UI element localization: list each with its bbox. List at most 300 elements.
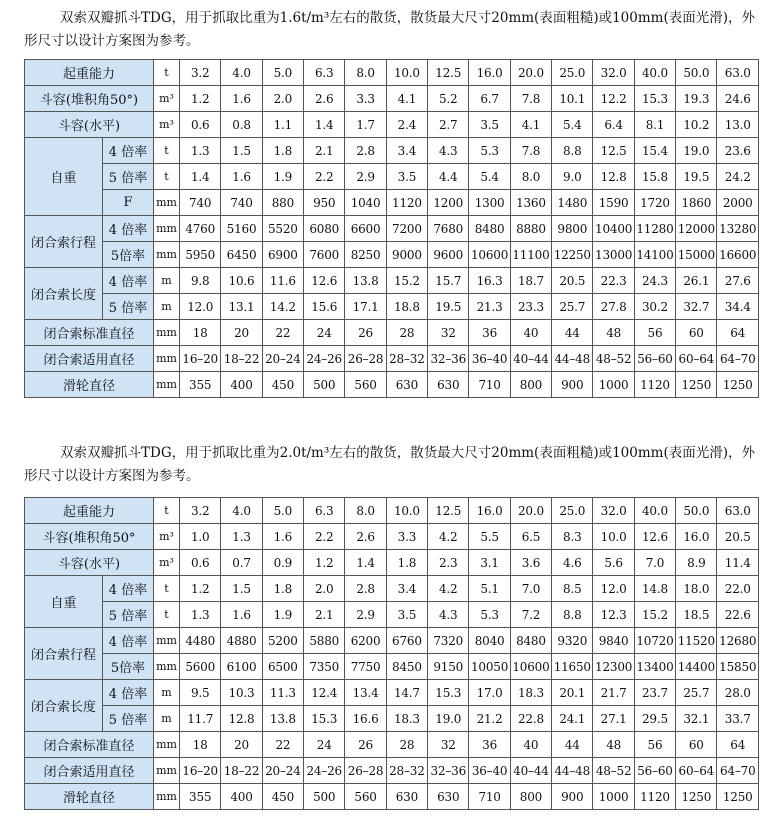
row-sub-label: 4 倍率 — [103, 138, 154, 164]
value-cell: 50.0 — [676, 60, 717, 86]
value-cell: 24 — [304, 732, 345, 758]
value-cell: 15.7 — [428, 268, 469, 294]
value-cell: 16.0 — [676, 524, 717, 550]
value-cell: 3.6 — [510, 550, 551, 576]
value-cell: 16–20 — [180, 346, 221, 372]
value-cell: 19.5 — [676, 164, 717, 190]
value-cell: 4760 — [180, 216, 221, 242]
value-cell: 27.1 — [593, 706, 634, 732]
row-label: 闭合索适用直径 — [25, 758, 154, 784]
table-row — [25, 524, 759, 550]
value-cell: 1.6 — [221, 164, 262, 190]
value-cell: 21.7 — [593, 680, 634, 706]
value-cell: 12.6 — [304, 268, 345, 294]
value-cell: 40–44 — [510, 346, 551, 372]
value-cell: 18.3 — [510, 680, 551, 706]
value-cell: 9320 — [552, 628, 593, 654]
value-cell: 950 — [304, 190, 345, 216]
value-cell: 32.0 — [593, 60, 634, 86]
value-cell: 23.3 — [510, 294, 551, 320]
value-cell: 40 — [510, 320, 551, 346]
value-cell: 450 — [262, 784, 303, 810]
value-cell: 5.0 — [262, 498, 303, 524]
table-row — [25, 60, 759, 86]
value-cell: 8040 — [469, 628, 510, 654]
value-cell: 10.2 — [676, 112, 717, 138]
value-cell: 9.0 — [552, 164, 593, 190]
value-cell: 2.0 — [304, 576, 345, 602]
value-cell: 25.7 — [552, 294, 593, 320]
value-cell: 5.0 — [262, 60, 303, 86]
value-cell: 16.0 — [469, 498, 510, 524]
value-cell: 10600 — [469, 242, 510, 268]
value-cell: 63.0 — [717, 498, 759, 524]
value-cell: 64–70 — [717, 758, 759, 784]
value-cell: 18.7 — [510, 268, 551, 294]
value-cell: 33.7 — [717, 706, 759, 732]
value-cell: 4.3 — [428, 138, 469, 164]
value-cell: 5.3 — [469, 602, 510, 628]
value-cell: 8.5 — [552, 576, 593, 602]
unit-cell: mm — [154, 346, 180, 372]
value-cell: 6900 — [262, 242, 303, 268]
value-cell: 5.3 — [469, 138, 510, 164]
value-cell: 355 — [180, 784, 221, 810]
table-row — [25, 346, 759, 372]
value-cell: 24–26 — [304, 758, 345, 784]
table-row — [25, 138, 759, 164]
value-cell: 15.3 — [304, 706, 345, 732]
value-cell: 6.3 — [304, 60, 345, 86]
value-cell: 16.0 — [469, 60, 510, 86]
row-sub-label: F — [103, 190, 154, 216]
row-label: 斗容(堆积角50°) — [25, 86, 154, 112]
table-row — [25, 784, 759, 810]
value-cell: 40.0 — [634, 60, 675, 86]
value-cell: 1300 — [469, 190, 510, 216]
value-cell: 3.5 — [386, 164, 427, 190]
value-cell: 1.1 — [262, 112, 303, 138]
value-cell: 11520 — [676, 628, 717, 654]
value-cell: 1200 — [428, 190, 469, 216]
table-row — [25, 86, 759, 112]
value-cell: 19.5 — [428, 294, 469, 320]
value-cell: 6080 — [304, 216, 345, 242]
value-cell: 4.1 — [386, 86, 427, 112]
value-cell: 2.8 — [345, 138, 386, 164]
unit-cell: t — [154, 164, 180, 190]
value-cell: 1250 — [676, 784, 717, 810]
value-cell: 1.8 — [262, 576, 303, 602]
value-cell: 630 — [386, 372, 427, 398]
value-cell: 13280 — [717, 216, 759, 242]
value-cell: 4.1 — [510, 112, 551, 138]
value-cell: 48 — [593, 320, 634, 346]
table-row — [25, 216, 759, 242]
value-cell: 500 — [304, 784, 345, 810]
value-cell: 4880 — [221, 628, 262, 654]
value-cell: 2.6 — [345, 524, 386, 550]
table-row — [25, 190, 759, 216]
value-cell: 26.1 — [676, 268, 717, 294]
row-label: 斗容(水平) — [25, 550, 154, 576]
value-cell: 60 — [676, 732, 717, 758]
value-cell: 4.6 — [552, 550, 593, 576]
value-cell: 15.4 — [634, 138, 675, 164]
row-label: 闭合索标准直径 — [25, 320, 154, 346]
row-sub-label: 4 倍率 — [103, 680, 154, 706]
value-cell: 0.6 — [180, 550, 221, 576]
table-row — [25, 680, 759, 706]
value-cell: 13.8 — [345, 268, 386, 294]
value-cell: 34.4 — [717, 294, 759, 320]
value-cell: 1360 — [510, 190, 551, 216]
value-cell: 15.6 — [304, 294, 345, 320]
value-cell: 880 — [262, 190, 303, 216]
value-cell: 20.0 — [510, 60, 551, 86]
value-cell: 28–32 — [386, 346, 427, 372]
value-cell: 44–48 — [552, 758, 593, 784]
unit-cell: mm — [154, 242, 180, 268]
value-cell: 10050 — [469, 654, 510, 680]
unit-cell: mm — [154, 190, 180, 216]
row-group-label: 闭合索长度 — [25, 268, 103, 320]
value-cell: 740 — [221, 190, 262, 216]
value-cell: 32 — [428, 732, 469, 758]
value-cell: 32.1 — [676, 706, 717, 732]
value-cell: 1.6 — [221, 86, 262, 112]
value-cell: 3.3 — [345, 86, 386, 112]
row-group-label: 闭合索长度 — [25, 680, 103, 732]
value-cell: 800 — [510, 372, 551, 398]
value-cell: 32.7 — [676, 294, 717, 320]
value-cell: 15.2 — [386, 268, 427, 294]
value-cell: 44 — [552, 732, 593, 758]
value-cell: 12.6 — [634, 524, 675, 550]
value-cell: 18 — [180, 732, 221, 758]
unit-cell: mm — [154, 758, 180, 784]
unit-cell: mm — [154, 372, 180, 398]
unit-cell: t — [154, 498, 180, 524]
value-cell: 25.7 — [676, 680, 717, 706]
value-cell: 28 — [386, 732, 427, 758]
value-cell: 2.9 — [345, 602, 386, 628]
value-cell: 3.3 — [386, 524, 427, 550]
row-sub-label: 4 倍率 — [103, 576, 154, 602]
value-cell: 29.5 — [634, 706, 675, 732]
value-cell: 8.0 — [345, 60, 386, 86]
value-cell: 3.5 — [469, 112, 510, 138]
value-cell: 1.8 — [386, 550, 427, 576]
value-cell: 9000 — [386, 242, 427, 268]
value-cell: 2.2 — [304, 164, 345, 190]
value-cell: 64 — [717, 320, 759, 346]
unit-cell: mm — [154, 732, 180, 758]
row-label: 闭合索标准直径 — [25, 732, 154, 758]
value-cell: 6450 — [221, 242, 262, 268]
value-cell: 1.0 — [180, 524, 221, 550]
value-cell: 63.0 — [717, 60, 759, 86]
value-cell: 56–60 — [634, 346, 675, 372]
value-cell: 2.3 — [428, 550, 469, 576]
row-sub-label: 4 倍率 — [103, 628, 154, 654]
value-cell: 3.2 — [180, 498, 221, 524]
value-cell: 28 — [386, 320, 427, 346]
value-cell: 6100 — [221, 654, 262, 680]
value-cell: 14.7 — [386, 680, 427, 706]
value-cell: 28.0 — [717, 680, 759, 706]
value-cell: 24.6 — [717, 86, 759, 112]
value-cell: 1.8 — [262, 138, 303, 164]
table-row — [25, 654, 759, 680]
value-cell: 13.4 — [345, 680, 386, 706]
unit-cell: t — [154, 138, 180, 164]
row-group-label: 自重 — [25, 576, 103, 628]
value-cell: 1.4 — [304, 112, 345, 138]
value-cell: 12.5 — [428, 60, 469, 86]
value-cell: 19.3 — [676, 86, 717, 112]
intro-text-2: 双索双瓣抓斗TDG，用于抓取比重为2.0t/m³左右的散货，散货最大尺寸20mm(表面粗糙)或100mm(表面光滑)，外形尺寸以设计方案图为参考。 — [24, 445, 755, 484]
value-cell: 20 — [221, 732, 262, 758]
value-cell: 5.6 — [593, 550, 634, 576]
value-cell: 8480 — [510, 628, 551, 654]
value-cell: 14400 — [676, 654, 717, 680]
value-cell: 20–24 — [262, 758, 303, 784]
table-row — [25, 628, 759, 654]
row-label: 起重能力 — [25, 498, 154, 524]
value-cell: 1000 — [593, 784, 634, 810]
value-cell: 17.0 — [469, 680, 510, 706]
value-cell: 0.6 — [180, 112, 221, 138]
table-row — [25, 164, 759, 190]
value-cell: 14.2 — [262, 294, 303, 320]
unit-cell: mm — [154, 654, 180, 680]
value-cell: 12.3 — [593, 602, 634, 628]
value-cell: 9.5 — [180, 680, 221, 706]
value-cell: 8.1 — [634, 112, 675, 138]
value-cell: 11650 — [552, 654, 593, 680]
value-cell: 15.2 — [634, 602, 675, 628]
value-cell: 44 — [552, 320, 593, 346]
value-cell: 18–22 — [221, 758, 262, 784]
value-cell: 60 — [676, 320, 717, 346]
value-cell: 1.9 — [262, 602, 303, 628]
value-cell: 27.6 — [717, 268, 759, 294]
value-cell: 5.5 — [469, 524, 510, 550]
value-cell: 1590 — [593, 190, 634, 216]
value-cell: 36 — [469, 320, 510, 346]
row-sub-label: 4 倍率 — [103, 216, 154, 242]
value-cell: 1.5 — [221, 138, 262, 164]
value-cell: 15.3 — [634, 86, 675, 112]
row-sub-label: 5 倍率 — [103, 164, 154, 190]
value-cell: 20 — [221, 320, 262, 346]
value-cell: 12.0 — [180, 294, 221, 320]
value-cell: 16.6 — [345, 706, 386, 732]
value-cell: 13.8 — [262, 706, 303, 732]
value-cell: 3.1 — [469, 550, 510, 576]
value-cell: 2.4 — [386, 112, 427, 138]
value-cell: 26 — [345, 320, 386, 346]
value-cell: 8.8 — [552, 602, 593, 628]
value-cell: 22 — [262, 732, 303, 758]
value-cell: 11.3 — [262, 680, 303, 706]
value-cell: 10400 — [593, 216, 634, 242]
value-cell: 5950 — [180, 242, 221, 268]
value-cell: 36–40 — [469, 758, 510, 784]
value-cell: 4.0 — [221, 498, 262, 524]
value-cell: 18.5 — [676, 602, 717, 628]
value-cell: 7320 — [428, 628, 469, 654]
value-cell: 1860 — [676, 190, 717, 216]
value-cell: 7.8 — [510, 86, 551, 112]
value-cell: 0.8 — [221, 112, 262, 138]
value-cell: 48–52 — [593, 758, 634, 784]
value-cell: 1.3 — [180, 138, 221, 164]
value-cell: 9600 — [428, 242, 469, 268]
value-cell: 1.6 — [221, 602, 262, 628]
value-cell: 7200 — [386, 216, 427, 242]
value-cell: 14.8 — [634, 576, 675, 602]
unit-cell: mm — [154, 628, 180, 654]
value-cell: 0.7 — [221, 550, 262, 576]
value-cell: 12250 — [552, 242, 593, 268]
row-sub-label: 5倍率 — [103, 654, 154, 680]
value-cell: 32.0 — [593, 498, 634, 524]
value-cell: 48 — [593, 732, 634, 758]
value-cell: 5.2 — [428, 86, 469, 112]
value-cell: 60–64 — [676, 758, 717, 784]
value-cell: 1.4 — [345, 550, 386, 576]
value-cell: 8.8 — [552, 138, 593, 164]
value-cell: 3.5 — [386, 602, 427, 628]
value-cell: 1.7 — [345, 112, 386, 138]
value-cell: 26–28 — [345, 758, 386, 784]
value-cell: 12.0 — [593, 576, 634, 602]
value-cell: 1120 — [386, 190, 427, 216]
table-row — [25, 320, 759, 346]
table-row — [25, 242, 759, 268]
value-cell: 900 — [552, 372, 593, 398]
value-cell: 3.4 — [386, 576, 427, 602]
value-cell: 10720 — [634, 628, 675, 654]
value-cell: 20.0 — [510, 498, 551, 524]
value-cell: 1040 — [345, 190, 386, 216]
table-row — [25, 498, 759, 524]
value-cell: 2.9 — [345, 164, 386, 190]
value-cell: 27.8 — [593, 294, 634, 320]
value-cell: 56 — [634, 732, 675, 758]
value-cell: 4.2 — [428, 524, 469, 550]
value-cell: 15.8 — [634, 164, 675, 190]
value-cell: 11.6 — [262, 268, 303, 294]
value-cell: 630 — [428, 372, 469, 398]
table-row — [25, 372, 759, 398]
value-cell: 9.8 — [180, 268, 221, 294]
value-cell: 5.4 — [469, 164, 510, 190]
unit-cell: mm — [154, 784, 180, 810]
value-cell: 50.0 — [676, 498, 717, 524]
value-cell: 24.2 — [717, 164, 759, 190]
value-cell: 4.0 — [221, 60, 262, 86]
value-cell: 8880 — [510, 216, 551, 242]
value-cell: 10.0 — [593, 524, 634, 550]
value-cell: 23.6 — [717, 138, 759, 164]
value-cell: 26 — [345, 732, 386, 758]
value-cell: 36 — [469, 732, 510, 758]
value-cell: 56–60 — [634, 758, 675, 784]
value-cell: 1480 — [552, 190, 593, 216]
value-cell: 10.0 — [386, 60, 427, 86]
value-cell: 20.5 — [552, 268, 593, 294]
value-cell: 40–44 — [510, 758, 551, 784]
value-cell: 1120 — [634, 372, 675, 398]
value-cell: 2.7 — [428, 112, 469, 138]
value-cell: 17.1 — [345, 294, 386, 320]
value-cell: 8450 — [386, 654, 427, 680]
value-cell: 22 — [262, 320, 303, 346]
value-cell: 1.5 — [221, 576, 262, 602]
value-cell: 14100 — [634, 242, 675, 268]
value-cell: 12.8 — [221, 706, 262, 732]
value-cell: 44–48 — [552, 346, 593, 372]
value-cell: 7350 — [304, 654, 345, 680]
value-cell: 1250 — [676, 372, 717, 398]
value-cell: 2.1 — [304, 138, 345, 164]
value-cell: 0.9 — [262, 550, 303, 576]
value-cell: 19.0 — [676, 138, 717, 164]
spec-table-1 — [24, 59, 759, 398]
value-cell: 23.7 — [634, 680, 675, 706]
value-cell: 1.3 — [180, 602, 221, 628]
value-cell: 5520 — [262, 216, 303, 242]
value-cell: 30.2 — [634, 294, 675, 320]
value-cell: 7600 — [304, 242, 345, 268]
value-cell: 32–36 — [428, 346, 469, 372]
value-cell: 15.3 — [428, 680, 469, 706]
value-cell: 1000 — [593, 372, 634, 398]
value-cell: 36–40 — [469, 346, 510, 372]
value-cell: 56 — [634, 320, 675, 346]
value-cell: 4.2 — [428, 576, 469, 602]
unit-cell: t — [154, 602, 180, 628]
value-cell: 48–52 — [593, 346, 634, 372]
value-cell: 5.4 — [552, 112, 593, 138]
value-cell: 11100 — [510, 242, 551, 268]
value-cell: 560 — [345, 784, 386, 810]
value-cell: 2.0 — [262, 86, 303, 112]
row-group-label: 闭合索行程 — [25, 216, 103, 268]
unit-cell: mm — [154, 216, 180, 242]
value-cell: 7750 — [345, 654, 386, 680]
value-cell: 6.7 — [469, 86, 510, 112]
value-cell: 1120 — [634, 784, 675, 810]
unit-cell: m — [154, 706, 180, 732]
value-cell: 24.1 — [552, 706, 593, 732]
value-cell: 6200 — [345, 628, 386, 654]
value-cell: 40 — [510, 732, 551, 758]
unit-cell: m³ — [154, 550, 180, 576]
value-cell: 500 — [304, 372, 345, 398]
row-sub-label: 5 倍率 — [103, 706, 154, 732]
value-cell: 12.5 — [428, 498, 469, 524]
value-cell: 6760 — [386, 628, 427, 654]
value-cell: 20–24 — [262, 346, 303, 372]
value-cell: 6.5 — [510, 524, 551, 550]
value-cell: 7680 — [428, 216, 469, 242]
value-cell: 16600 — [717, 242, 759, 268]
value-cell: 5160 — [221, 216, 262, 242]
